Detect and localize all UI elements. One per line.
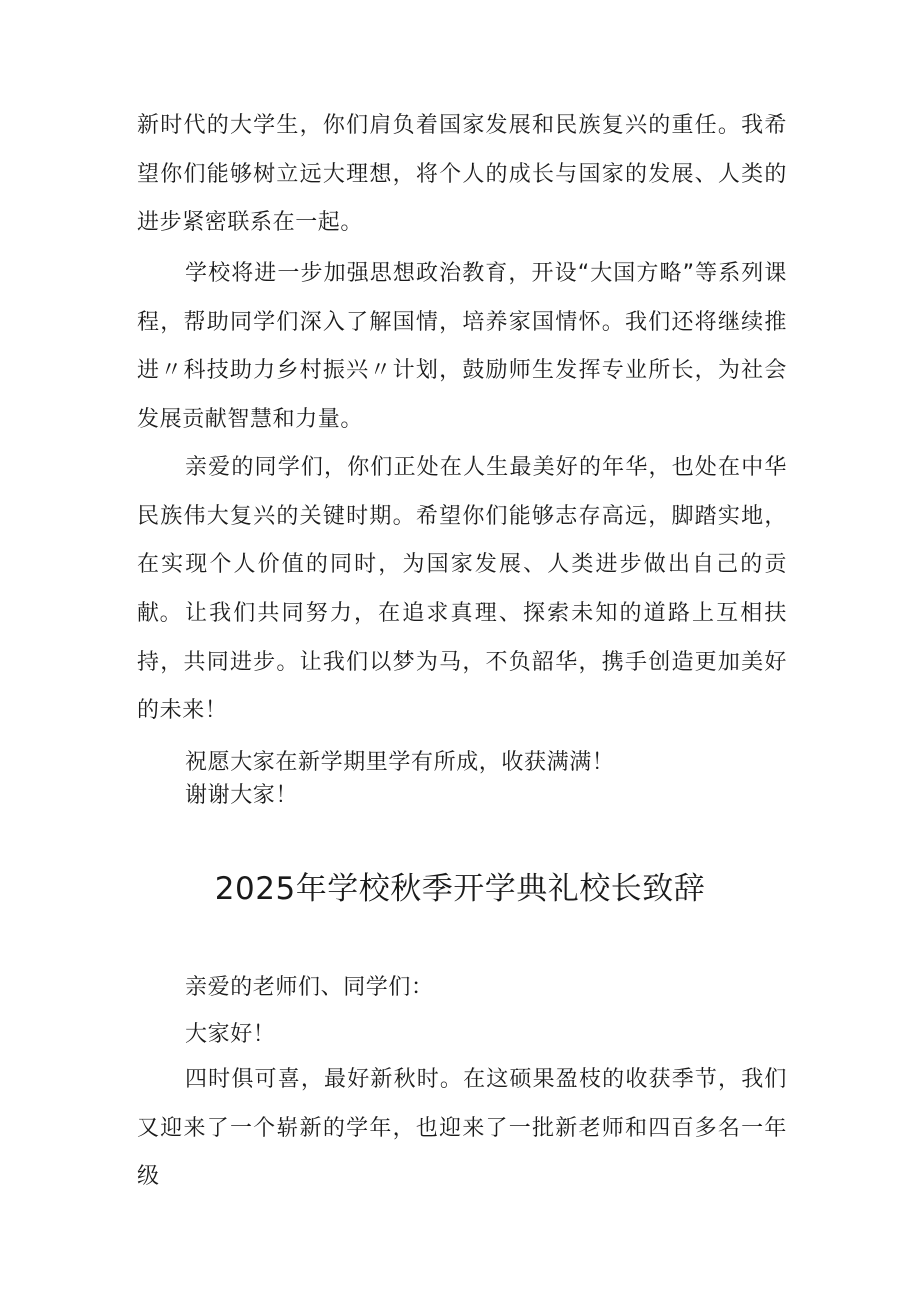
body-paragraph: 学校将进一步加强思想政治教育，开设“大国方略”等系列课程，帮助同学们深入了解国情，培养家国情怀。我们还将继续推进〃科技助力乡村振兴〃计划，鼓励师生发挥专业所长，为社会发展贡献智慧和力量。: [137, 261, 787, 432]
closing-thanks: 谢谢大家！: [185, 783, 299, 808]
salutation: 亲爱的老师们、同学们：: [185, 975, 434, 1000]
closing-wish: 祝愿大家在新学期里学有所成，收获满满！: [185, 750, 615, 775]
greeting: 大家好！: [185, 1022, 276, 1047]
body-paragraph: 让我们共同努力，在追求真理、探索未知的道路上互相扶持，共同进步。让我们以梦为马，不负韶华，携手创造更加美好的未来！: [137, 601, 787, 723]
body-paragraph: 四时俱可喜，最好新秋时。在这硕果盈枝的收获季节，我们又迎来了一个崭新的学年，也迎来了一批新老师和四百多名一年级: [137, 1067, 787, 1189]
body-paragraph: 亲爱的同学们，你们正处在人生最美好的年华，也处在中华民族伟大复兴的关键时期。希望你们能够志存高远，脚踏实地，在实现个人价值的同时，为国家发展、人类进步做出自己的贡献。: [137, 455, 787, 626]
speech-title: 2025年学校秋季开学典礼校长致辞: [214, 871, 706, 907]
body-paragraph: 新时代的大学生，你们肩负着国家发展和民族复兴的重任。我希望你们能够树立远大理想，将个人的成长与国家的发展、人类的进步紧密联系在一起。: [137, 113, 787, 235]
